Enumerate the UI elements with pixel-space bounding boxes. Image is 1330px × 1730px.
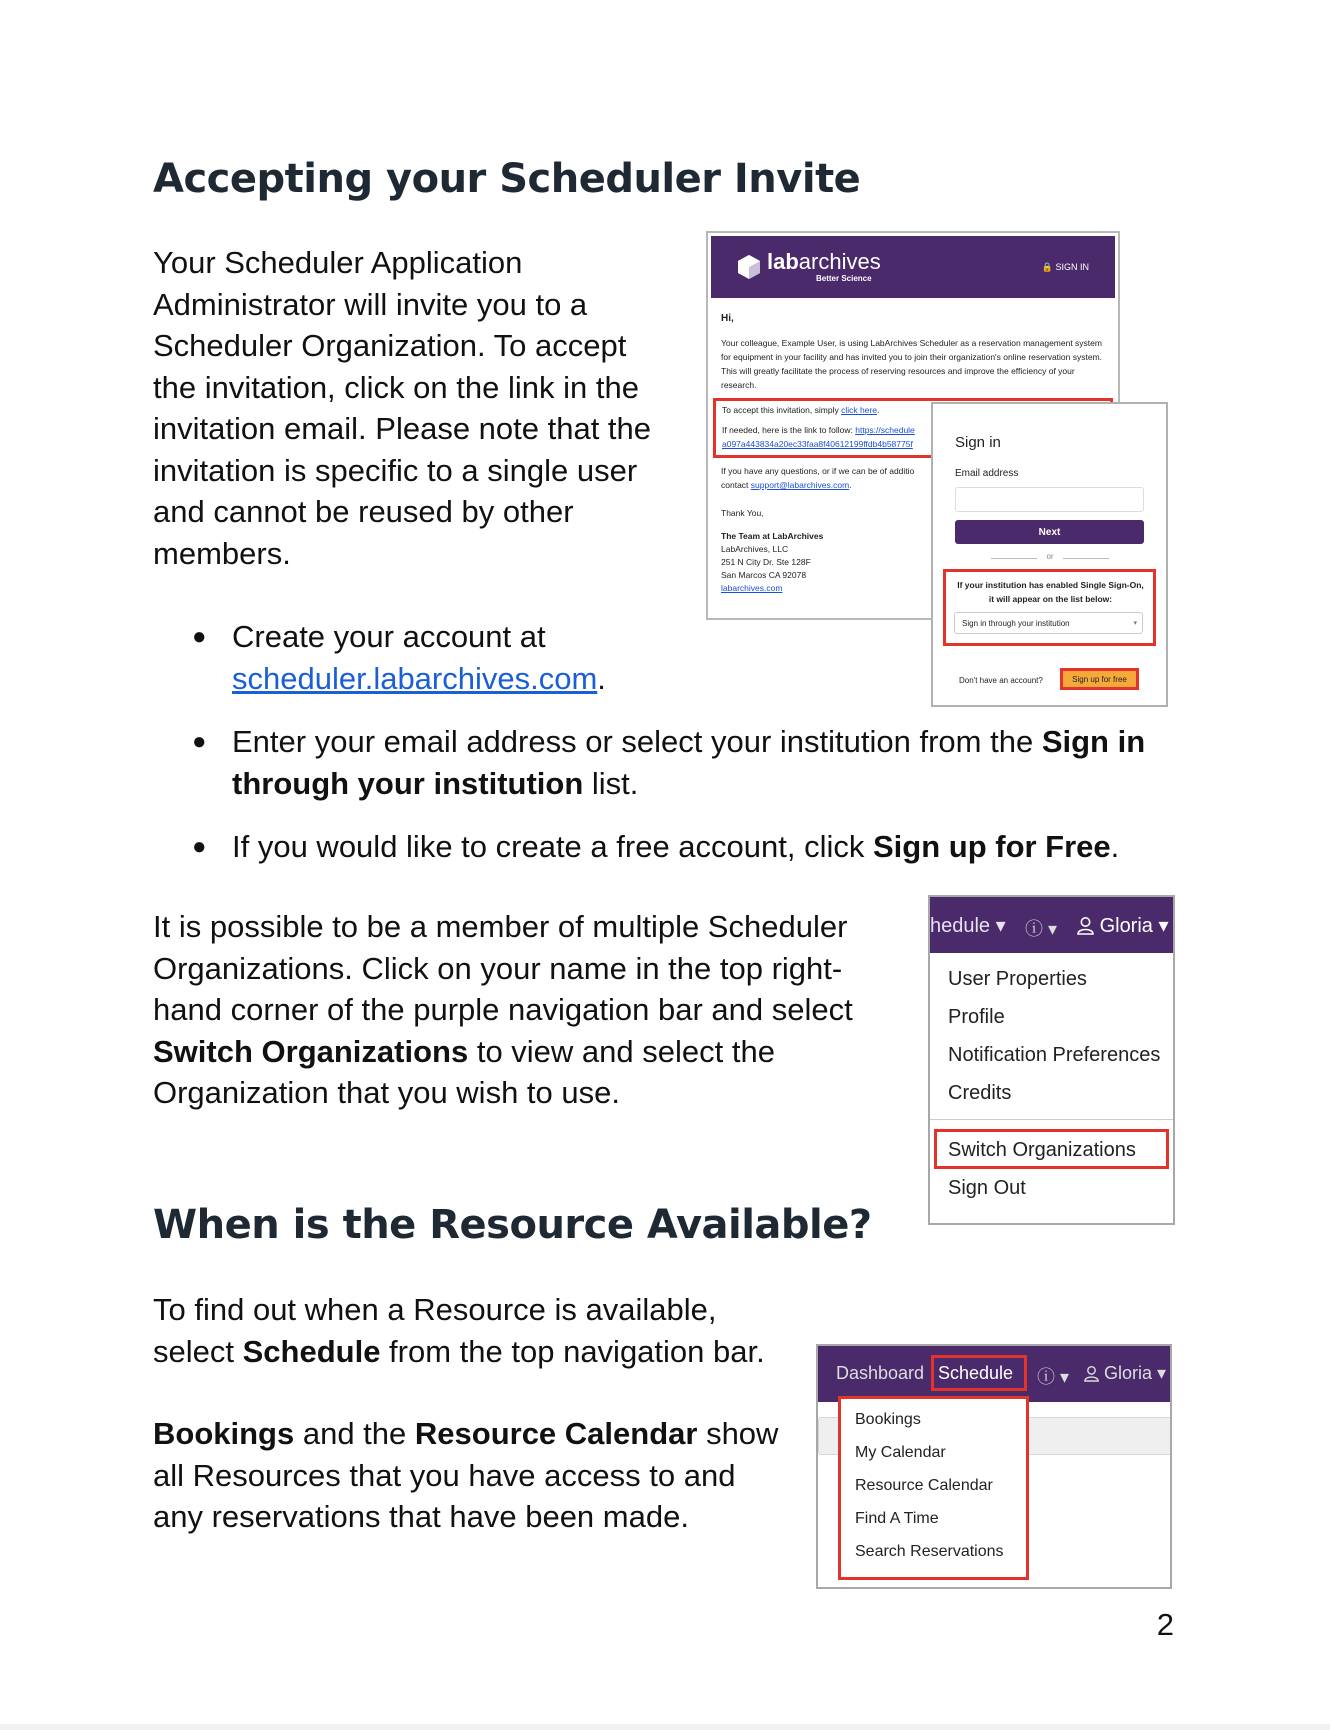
email-click-here-link[interactable]: click here <box>841 405 877 415</box>
sign-up-free-button[interactable]: Sign up for free <box>1060 668 1139 690</box>
menu-item-credits[interactable]: Credits <box>948 1082 1012 1104</box>
sign-in-title: Sign in <box>955 434 1001 451</box>
purple-nav-bar <box>930 897 1173 953</box>
paragraph-text: show all Resources that you have access to and any reservations that have been made. <box>153 1416 779 1534</box>
bullet-sign-up <box>153 826 1193 868</box>
paragraph-bold-text: Switch Organizations <box>153 1033 469 1069</box>
user-icon <box>1084 1365 1099 1382</box>
logo-text-bold: lab <box>767 249 799 274</box>
bullet-text: Create your account at <box>232 619 546 654</box>
menu-item-resource-calendar[interactable]: Resource Calendar <box>855 1477 993 1494</box>
bullet-list-sign-in <box>153 721 1193 804</box>
menu-item-sign-out[interactable]: Sign Out <box>948 1177 1026 1199</box>
email-address-line: 251 N City Dr. Ste 128F <box>721 557 811 567</box>
labarchives-logo-icon <box>735 253 763 281</box>
email-header <box>711 236 1115 298</box>
email-address-line: San Marcos CA 92078 <box>721 570 807 580</box>
user-icon <box>1077 916 1094 935</box>
menu-item-profile[interactable]: Profile <box>948 1006 1005 1028</box>
institution-select-value: Sign in through your institution <box>962 619 1070 628</box>
email-address-label: Email address <box>955 468 1019 479</box>
email-text: contact <box>721 480 751 490</box>
menu-item-search-reservations[interactable]: Search Reservations <box>855 1543 1004 1560</box>
caret-down-icon: ▾ <box>1133 620 1137 627</box>
sso-highlight-box <box>943 569 1156 646</box>
menu-item-user-properties[interactable]: User Properties <box>948 968 1087 990</box>
paragraph-text: to view and select the Organization that you wish to use. <box>153 1033 775 1110</box>
user-name: Gloria ▾ <box>1099 915 1169 937</box>
multiple-orgs-paragraph <box>153 906 893 1114</box>
menu-item-bookings[interactable]: Bookings <box>855 1411 921 1428</box>
menu-item-my-calendar[interactable]: My Calendar <box>855 1444 946 1461</box>
menu-item-switch-organizations[interactable]: Switch Organizations <box>948 1139 1136 1161</box>
bullet-sign-in <box>153 721 1193 804</box>
page-number: 2 <box>1156 1607 1174 1642</box>
user-name: Gloria ▾ <box>1104 1363 1167 1383</box>
logo-tagline: Better Science <box>816 274 872 283</box>
or-divider: or <box>991 552 1109 561</box>
email-text: . <box>876 405 880 415</box>
section-heading-resource-available: When is the Resource Available? <box>153 1202 872 1248</box>
next-button[interactable]: Next <box>955 520 1144 544</box>
user-menu-screenshot <box>928 895 1175 1225</box>
intro-paragraph: Your Scheduler Application Administrator will invite you to a Scheduler Organization. To accept the invitation, click on the link in the invitation email. Please note that the invitation is specific to a single user and cannot be reused by other members. <box>153 245 652 571</box>
bullet-text: . <box>597 660 606 696</box>
sign-in-screenshot <box>931 402 1168 707</box>
logo-text: archives <box>798 249 881 274</box>
info-icon[interactable]: ⓘ ▾ <box>1037 1367 1070 1387</box>
email-address-input[interactable] <box>955 487 1144 512</box>
paragraph-text: To find out when a Resource is available, select <box>153 1292 717 1369</box>
bullet-text: If you would like to create a free account, click <box>232 829 873 864</box>
info-icon[interactable]: ⓘ ▾ <box>1025 919 1058 939</box>
labarchives-logo <box>767 249 881 275</box>
paragraph-text: It is possible to be a member of multiple Scheduler Organizations. Click on your name in the top right-hand corner of the purple navigation bar and select <box>153 909 853 1027</box>
email-site-link[interactable]: labarchives.com <box>721 583 783 593</box>
bullet-list-create-account <box>153 616 713 699</box>
email-company: LabArchives, LLC <box>721 544 789 554</box>
email-team: The Team at LabArchives <box>721 531 824 541</box>
menu-divider <box>930 1119 1173 1120</box>
bookings-paragraph <box>153 1413 793 1538</box>
paragraph-bold-text: Bookings <box>153 1416 295 1451</box>
page-bottom-edge <box>0 1724 1330 1730</box>
paragraph-bold-text: Schedule <box>242 1333 381 1369</box>
institution-select[interactable] <box>954 612 1143 634</box>
user-menu-toggle[interactable] <box>1084 1363 1166 1384</box>
email-support-link[interactable]: support@labarchives.com <box>750 480 850 490</box>
no-account-text: Don't have an account? <box>959 676 1043 685</box>
email-text: To accept this invitation, simply <box>722 405 842 415</box>
menu-item-find-a-time[interactable]: Find A Time <box>855 1510 939 1527</box>
bullet-text: . <box>1110 829 1120 864</box>
dashboard-nav-item[interactable]: Dashboard <box>836 1363 925 1383</box>
schedule-nav-item[interactable]: Schedule <box>931 1355 1027 1391</box>
schedule-dropdown-menu <box>838 1396 1029 1580</box>
email-invite-url[interactable]: https://schedule <box>855 425 915 435</box>
email-invite-url-continued[interactable]: a097a443834a20ec33faa8f40612199ffdb4b58775f <box>722 439 913 449</box>
paragraph-bold-text: Resource Calendar <box>414 1416 698 1451</box>
email-intro: Your colleague, Example User, is using LabArchives Scheduler as a reservation management system for equipment in your facility and has invited you to join their organization's online reservation system. This will greatly facilitate the process of reserving resources and improve the efficiency of your research. <box>721 338 1103 390</box>
bullet-create-account <box>153 616 713 699</box>
email-sign-in-link[interactable]: 🔒 SIGN IN <box>1041 262 1089 272</box>
switch-organizations-highlight <box>934 1129 1169 1169</box>
bullet-bold-text: Sign up for Free <box>872 829 1111 864</box>
paragraph-text: and the <box>294 1416 415 1451</box>
bullet-bold-text: Sign in through your institution <box>232 724 1146 801</box>
scheduler-link[interactable]: scheduler.labarchives.com <box>232 660 598 696</box>
email-text: If needed, here is the link to follow: <box>722 425 856 435</box>
bullet-text: Enter your email address or select your institution from the <box>232 724 1042 759</box>
email-thanks: Thank You, <box>721 508 764 518</box>
paragraph-text: from the top navigation bar. <box>380 1333 765 1369</box>
email-greeting: Hi, <box>721 313 734 324</box>
purple-nav-bar <box>818 1346 1170 1402</box>
schedule-menu-screenshot <box>816 1344 1172 1589</box>
email-text: If you have any questions, or if we can be of additio <box>721 466 915 476</box>
bullet-text: list. <box>583 765 639 801</box>
schedule-nav-item[interactable]: hedule ▾ <box>930 915 1006 937</box>
user-menu-toggle[interactable] <box>1077 913 1169 938</box>
section-heading-accepting-invite: Accepting your Scheduler Invite <box>153 156 861 202</box>
email-text: . <box>849 480 852 490</box>
menu-item-notification-preferences[interactable]: Notification Preferences <box>948 1044 1161 1066</box>
find-availability-paragraph <box>153 1289 793 1372</box>
sso-description: If your institution has enabled Single Sign-On, it will appear on the list below: <box>957 580 1144 604</box>
bullet-list-sign-up <box>153 826 1193 868</box>
